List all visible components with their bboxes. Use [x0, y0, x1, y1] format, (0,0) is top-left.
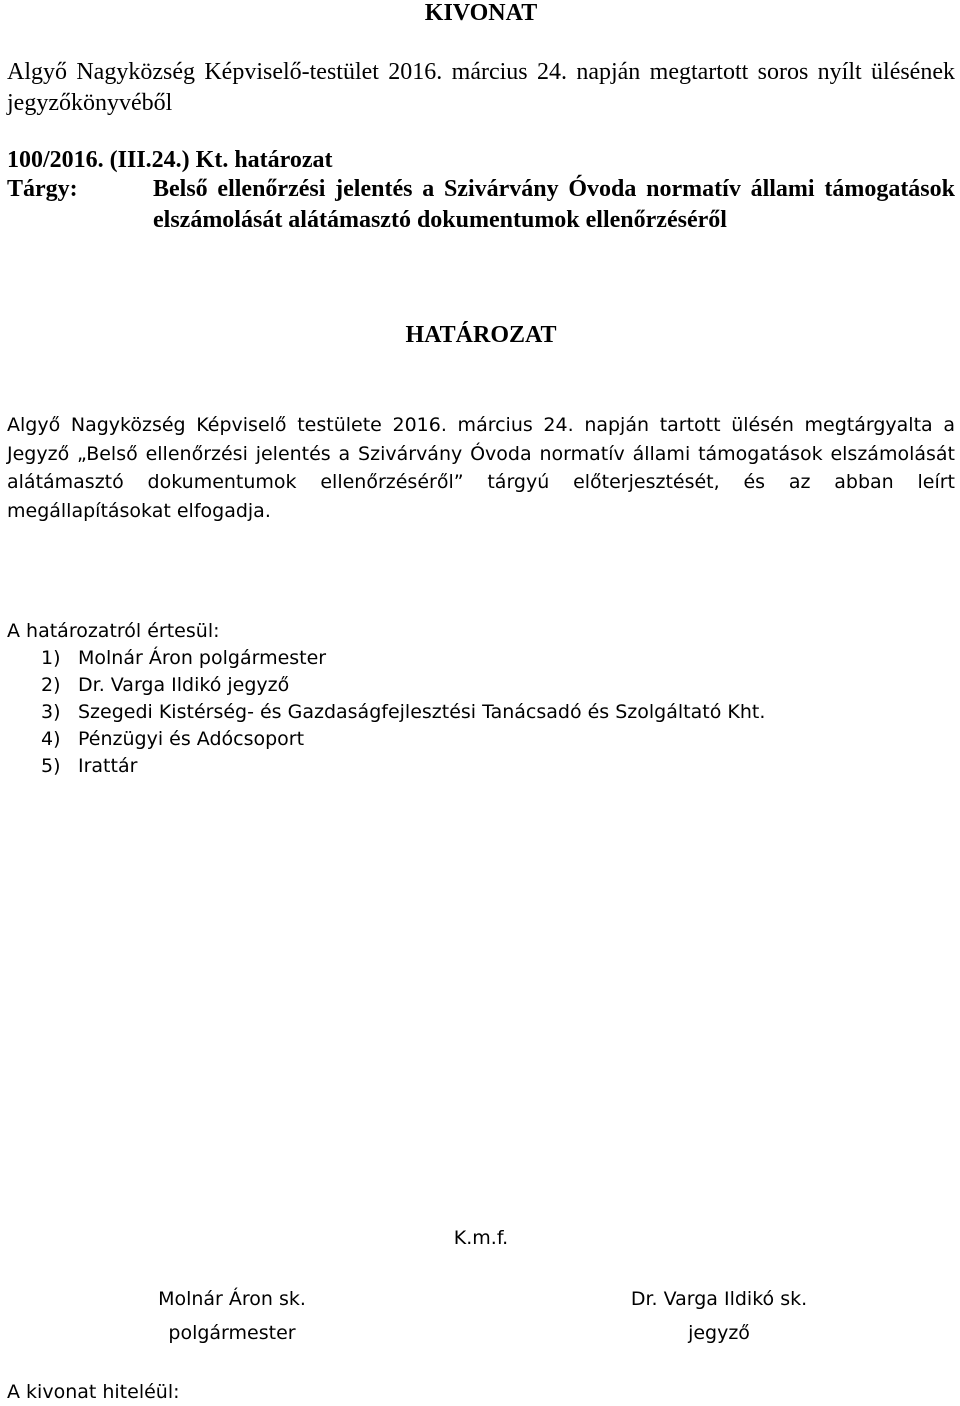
list-item — [7, 753, 955, 780]
decision-number: 100/2016. (III.24.) Kt. határozat — [7, 147, 333, 173]
list-item-number: 4) — [41, 728, 61, 750]
subject-row — [7, 174, 955, 236]
list-item-number: 2) — [41, 674, 61, 696]
document-page — [7, 0, 955, 1404]
document-title: KIVONAT — [424, 0, 538, 26]
decision-body: Algyő Nagyközség Képviselő testülete 2016. március 24. napján tartott ülésén megtárgyalta a Jegyző „Belső ellenőrzési jelentés a Szivárvány Óvoda normatív állami támogatások elszámolását alátámasztó dokumentumok ellenőrzéséről” tárgyú előterjesztését, és az abban leírt megállapításokat elfogadja. — [7, 414, 955, 522]
list-item-text: Szegedi Kistérség- és Gazdaságfejlesztési Tanácsadó és Szolgáltató Kht. — [78, 701, 766, 723]
list-item-number: 5) — [41, 755, 61, 777]
list-item-text: Irattár — [78, 755, 138, 777]
signature-notary — [559, 1282, 879, 1350]
list-item-text: Molnár Áron polgármester — [78, 647, 327, 669]
subject-label: Tárgy: — [7, 176, 78, 202]
closing-formula: K.m.f. — [453, 1227, 509, 1249]
notify-list — [7, 645, 955, 780]
signature-name: Molnár Áron sk. — [158, 1288, 306, 1310]
signature-role: jegyző — [688, 1322, 750, 1344]
signature-name: Dr. Varga Ildikó sk. — [630, 1288, 808, 1310]
section-heading: HATÁROZAT — [405, 322, 557, 348]
signature-mayor — [72, 1282, 392, 1350]
notify-label: A határozatról értesül: — [7, 620, 220, 642]
list-item-number: 1) — [41, 647, 61, 669]
document-header: Algyő Nagyközség Képviselő-testület 2016. március 24. napján megtartott soros nyílt ülésének jegyzőkönyvéből — [7, 59, 955, 116]
signature-role: polgármester — [168, 1322, 296, 1344]
notify-section — [7, 618, 955, 780]
list-item — [7, 699, 955, 726]
list-item — [7, 672, 955, 699]
list-item-number: 3) — [41, 701, 61, 723]
list-item — [7, 726, 955, 753]
list-item-text: Pénzügyi és Adócsoport — [78, 728, 305, 750]
list-item — [7, 645, 955, 672]
subject-text: Belső ellenőrzési jelentés a Szivárvány Óvoda normatív állami támogatások elszámolását alátámasztó dokumentumok ellenőrzéséről — [153, 176, 955, 233]
certified-label: A kivonat hiteléül: — [7, 1381, 180, 1403]
list-item-text: Dr. Varga Ildikó jegyző — [78, 674, 290, 696]
